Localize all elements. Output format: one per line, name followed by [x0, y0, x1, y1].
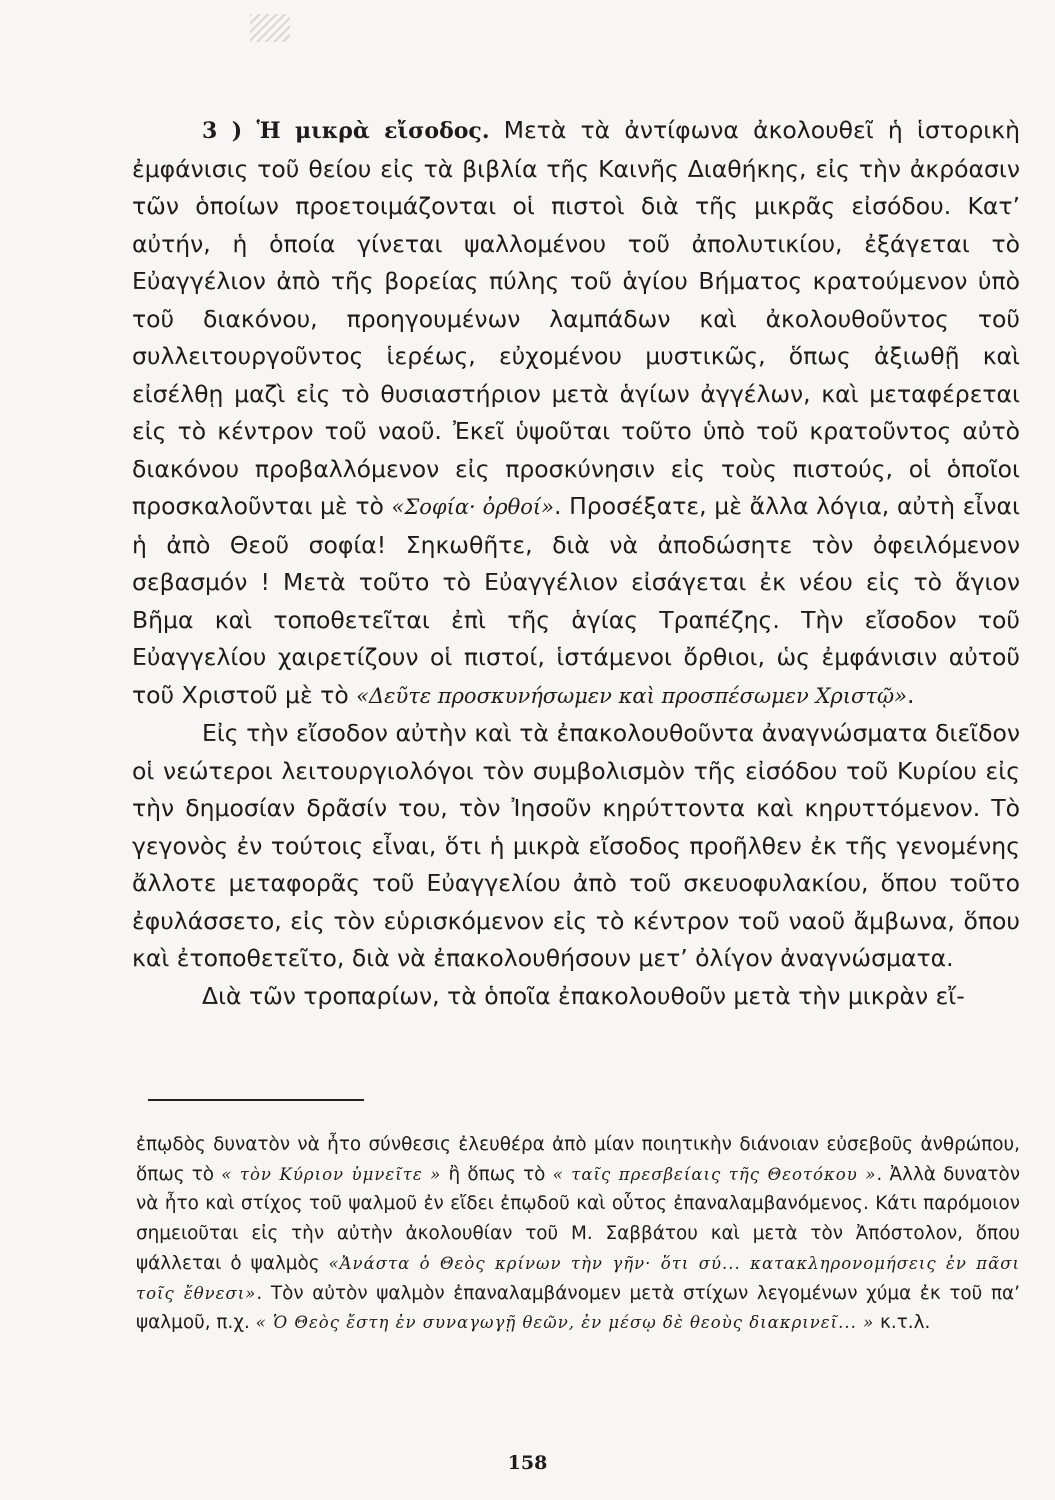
footnote-text-a: ἐπῳδὸς δυνατὸν νὰ ἦτο σύνθεσις ἐλευθέρα ἀπὸ μίαν ποιητικὴν διάνοιαν εὐσεβοῦς ἀνθρώπου, ὅπως τὸ	[136, 1134, 1020, 1185]
footnote	[136, 1130, 1020, 1338]
footnote-quote-2: « ταῖς πρεσβείαις τῆς Θεοτόκου »	[552, 1164, 877, 1184]
paragraph-1-text-c: .	[906, 680, 915, 709]
paragraph-1-text-b: . Προσέξατε, μὲ ἄλλα λόγια, αὐτὴ εἶναι ἡ ἀπὸ Θεοῦ σοφία! Σηκωθῆτε, διὰ νὰ ἀποδώσητε τὸν ὀφειλόμενον σεβασμόν ! Μετὰ τοῦτο τὸ Εὐαγγέλιον εἰσάγεται ἐκ νέου εἰς τὸ ἅγιον Βῆμα καὶ τοποθετεῖται ἐπὶ τῆς ἁγίας Τραπέζης. Τὴν εἴσοδον τοῦ Εὐαγγελίου χαιρετίζουν οἱ πιστοί, ἱστάμενοι ὄρθιοι, ὡς ἐμφάνισιν αὐτοῦ τοῦ Χριστοῦ μὲ τὸ	[132, 492, 1020, 709]
paragraph-2: Εἰς τὴν εἴσοδον αὐτὴν καὶ τὰ ἐπακολουθοῦντα ἀναγνώσματα διεῖδον οἱ νεώτεροι λειτουργιολόγοι τὸν συμβολισμὸν τῆς εἰσόδου τοῦ Κυρίου εἰς τὴν δημοσίαν δρᾶσίν του, τὸν Ἰησοῦν κηρύττοντα καὶ κηρυττόμενον. Τὸ γεγονὸς ἐν τούτοις εἶναι, ὅτι ἡ μικρὰ εἴσοδος προῆλθεν ἐκ τῆς γενομένης ἄλλοτε μεταφορᾶς τοῦ Εὐαγγελίου ἀπὸ τοῦ σκευοφυλακίου, ὅπου τοῦτο ἐφυλάσσετο, εἰς τὸν εὑρισκόμενον εἰς τὸ κέντρον τοῦ ναοῦ ἄμβωνα, ὅπου καὶ ἐτοποθετεῖτο, διὰ νὰ ἐπακολουθήσουν μετ’ ὀλίγον ἀναγνώσματα.	[132, 719, 1020, 972]
footnote-text-b: ἢ ὅπως τὸ	[441, 1163, 553, 1185]
footnote-quote-1: « τὸν Κύριον ὑμνεῖτε »	[221, 1164, 442, 1184]
footnote-quote-3: «Ἀνάστα ὁ Θεὸς κρίνων τὴν γῆν· ὅτι σύ... κατακληρονομήσεις ἐν πᾶσι τοῖς ἔθνεσι»	[136, 1253, 1020, 1303]
footnote-separator	[148, 1099, 364, 1101]
footnote-text-c: . Ἀλλὰ δυνατὸν νὰ ἦτο καὶ στίχος τοῦ ψαλμοῦ ἐν εἴδει ἐπῳδοῦ καὶ οὗτος ἐπαναλαμβανόμενος. Κάτι παρόμοιον σημειοῦται εἰς τὴν αὐτὴν ἀκολουθίαν τοῦ Μ. Σαββάτου καὶ μετὰ τὸν Ἀπόστολον, ὅπου ψάλλεται ὁ ψαλμὸς	[136, 1163, 1020, 1274]
section-heading: 3 ) Ἡ μικρὰ εἴσοδος.	[202, 118, 490, 144]
main-text	[132, 112, 1020, 1015]
paragraph-1	[132, 112, 1020, 715]
scan-smudge	[250, 14, 290, 42]
page-number: 158	[507, 1452, 548, 1474]
footnote-text-e: κ.τ.λ.	[874, 1312, 931, 1334]
paragraph-1-text-a: Μετὰ τὰ ἀντίφωνα ἀκολουθεῖ ἡ ἱστορικὴ ἐμφάνισις τοῦ θείου εἰς τὰ βιβλία τῆς Καινῆς Διαθήκης, εἰς τὴν ἀκρόασιν τῶν ὁποίων προετοιμάζονται οἱ πιστοὶ διὰ τῆς μικρᾶς εἰσόδου. Κατ’ αὐτήν, ἡ ὁποία γίνεται ψαλλομένου τοῦ ἀπολυτικίου, ἐξάγεται τὸ Εὐαγγέλιον ἀπὸ τῆς βορείας πύλης τοῦ ἁγίου Βήματος κρατούμενον ὑπὸ τοῦ διακόνου, προηγουμένων λαμπάδων καὶ ἀκολουθοῦντος τοῦ συλλειτουργοῦντος ἱερέως, εὐχομένου μυστικῶς, ὅπως ἀξιωθῇ καὶ εἰσέλθῃ μαζὶ εἰς τὸ θυσιαστήριον μετὰ ἁγίων ἀγγέλων, καὶ μεταφέρεται εἰς τὸ κέντρον τοῦ ναοῦ. Ἐκεῖ ὑψοῦται τοῦτο ὑπὸ τοῦ κρατοῦντος αὐτὸ διακόνου προβαλλόμενον εἰς προσκύνησιν εἰς τοὺς πιστούς, οἱ ὁποῖοι προσκαλοῦνται μὲ τὸ	[132, 116, 1020, 520]
footnote-quote-4: « Ὁ Θεὸς ἔστη ἐν συναγωγῇ θεῶν, ἐν μέσῳ δὲ θεοὺς διακρινεῖ... »	[255, 1313, 875, 1333]
footnote-paragraph	[136, 1130, 1020, 1338]
paragraph-3: Διὰ τῶν τροπαρίων, τὰ ὁποῖα ἐπακολουθοῦν μετὰ τὴν μικρὰν εἴ-	[202, 981, 965, 1010]
quote-deute: «Δεῦτε προσκυνήσωμεν καὶ προσπέσωμεν Χριστῷ»	[356, 683, 907, 708]
footnote-text-d: . Τὸν αὐτὸν ψαλμὸν ἐπαναλαμβάνομεν μετὰ στίχων λεγομένων χύμα ἐκ τοῦ πα’ ψαλμοῦ, π.χ.	[136, 1282, 1020, 1334]
quote-sofia-orthoi: «Σοφία· ὀρθοί»	[391, 495, 554, 519]
